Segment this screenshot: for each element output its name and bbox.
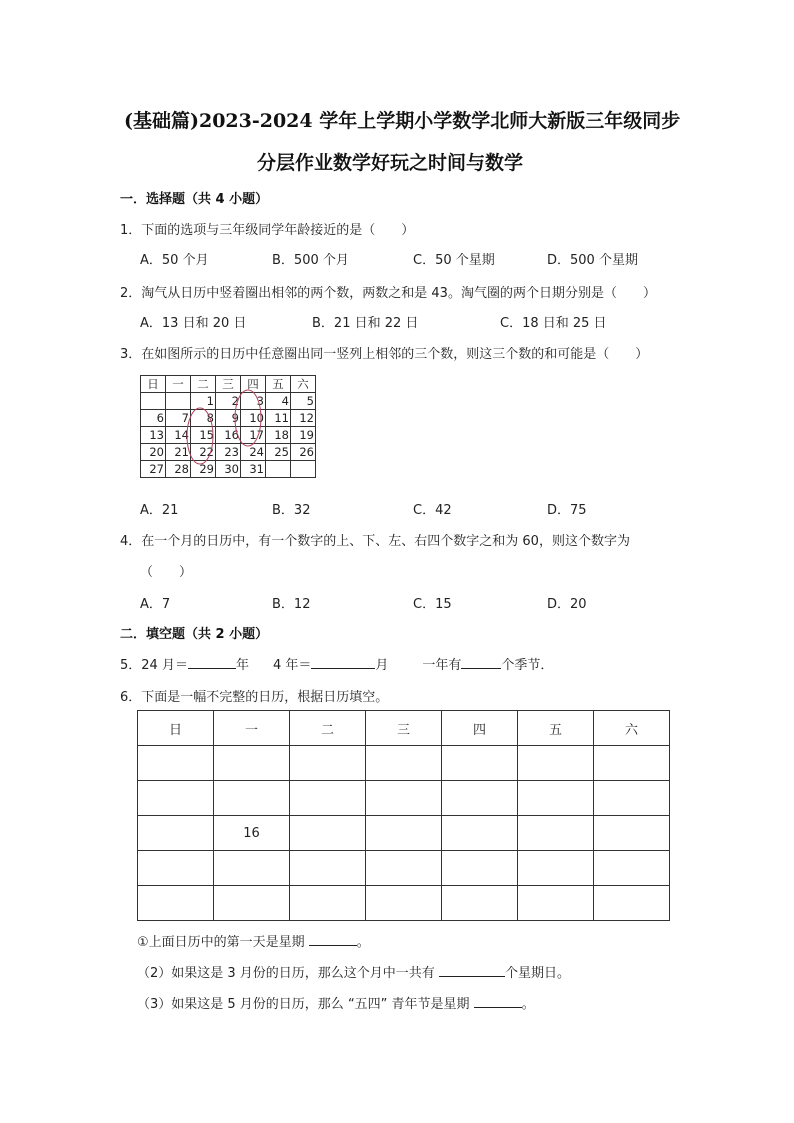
- calendar-cell: 31: [241, 461, 266, 478]
- calendar-cell: 8: [191, 410, 216, 427]
- calendar-cell: [141, 393, 166, 410]
- q6-sub3-text: （3）如果这是 5 月份的日历，那么 “五四” 青年节是星期: [137, 997, 470, 1012]
- calendar-cell: [518, 746, 594, 781]
- calendar-cell: [366, 851, 442, 886]
- q5-text-4: 月: [375, 658, 389, 673]
- question-6-stem: 6．下面是一幅不完整的日历，根据日历填空。: [120, 690, 389, 705]
- section-heading-choice: 一．选择题（共 4 小题）: [120, 192, 269, 207]
- q3-option-c[interactable]: C．42: [413, 503, 452, 518]
- calendar-cell: [138, 746, 214, 781]
- calendar-cell: 24: [241, 444, 266, 461]
- calendar-cell: 18: [266, 427, 291, 444]
- calendar-cell: [366, 816, 442, 851]
- calendar-cell: [442, 781, 518, 816]
- q6-sub3-end: 。: [521, 997, 535, 1012]
- question-4-stem: 4．在一个月的日历中，有一个数字的上、下、左、右四个数字之和为 60，则这个数字为: [120, 534, 630, 549]
- section-heading-fill: 二．填空题（共 2 小题）: [120, 627, 269, 642]
- calendar-cell: [366, 746, 442, 781]
- q6-sub2-blank[interactable]: [439, 962, 505, 977]
- calendar-cell: [291, 461, 316, 478]
- calendar-cell: [594, 781, 670, 816]
- calendar-cell: [290, 886, 366, 921]
- q5-text-6: 个季节．: [501, 658, 554, 673]
- calendar-cell: [594, 886, 670, 921]
- q5-text-5: 一年有: [422, 658, 462, 673]
- calendar-cell: 20: [141, 444, 166, 461]
- calendar-cell: 22: [191, 444, 216, 461]
- calendar-cell: 29: [191, 461, 216, 478]
- calendar-cell: [166, 393, 191, 410]
- q6-sub1-text: ①上面日历中的第一天是星期: [137, 935, 305, 950]
- q6-sub1-blank[interactable]: [309, 931, 357, 946]
- calendar-cell: 1: [191, 393, 216, 410]
- calendar-cell: 4: [266, 393, 291, 410]
- page-title-line1: (基础篇)2023-2024 学年上学期小学数学北师大新版三年级同步: [124, 110, 681, 132]
- question-5: [120, 654, 553, 673]
- calendar-cell: [214, 851, 290, 886]
- calendar-cell: 25: [266, 444, 291, 461]
- calendar-cell: [266, 461, 291, 478]
- q2-option-b[interactable]: B．21 日和 22 日: [312, 316, 419, 331]
- calendar-cell: 7: [166, 410, 191, 427]
- calendar-cell: [138, 816, 214, 851]
- q5-blank-years[interactable]: [188, 654, 236, 669]
- calendar-cell: [290, 851, 366, 886]
- q4-option-b[interactable]: B．12: [272, 597, 311, 612]
- calendar-cell: [442, 886, 518, 921]
- calendar-cell: 14: [166, 427, 191, 444]
- q6-sub1-end: 。: [356, 935, 370, 950]
- q6-sub2-text: （2）如果这是 3 月份的日历，那么这个月中一共有: [137, 966, 435, 981]
- calendar-cell: [518, 886, 594, 921]
- q3-calendar-table: [140, 375, 316, 478]
- calendar-cell: 21: [166, 444, 191, 461]
- calendar-cell: 6: [141, 410, 166, 427]
- calendar-header-cell: 六: [291, 376, 316, 393]
- calendar-cell: 9: [216, 410, 241, 427]
- q2-option-a[interactable]: A．13 日和 20 日: [140, 316, 247, 331]
- question-3-stem: 3．在如图所示的日历中任意圈出同一竖列上相邻的三个数，则这三个数的和可能是（ ）: [120, 347, 649, 362]
- calendar-header-cell: 四: [241, 376, 266, 393]
- q1-option-c[interactable]: C．50 个星期: [413, 253, 495, 268]
- calendar-header-cell: 一: [214, 711, 290, 746]
- calendar-cell: [214, 781, 290, 816]
- q1-option-d[interactable]: D．500 个星期: [547, 253, 638, 268]
- calendar-cell: 10: [241, 410, 266, 427]
- q4-option-c[interactable]: C．15: [413, 597, 452, 612]
- calendar-header-cell: 六: [594, 711, 670, 746]
- q4-option-a[interactable]: A．7: [140, 597, 171, 612]
- calendar-cell: 2: [216, 393, 241, 410]
- calendar-cell: [290, 816, 366, 851]
- calendar-header-cell: 五: [518, 711, 594, 746]
- calendar-header-cell: 三: [366, 711, 442, 746]
- calendar-cell: 17: [241, 427, 266, 444]
- calendar-cell: 23: [216, 444, 241, 461]
- calendar-header-cell: 一: [166, 376, 191, 393]
- q6-sub-question-2: [137, 962, 570, 981]
- question-4-paren: （ ）: [140, 565, 193, 580]
- calendar-cell: [442, 746, 518, 781]
- calendar-cell: [442, 816, 518, 851]
- q3-option-a[interactable]: A．21: [140, 503, 179, 518]
- q5-blank-months[interactable]: [311, 654, 375, 669]
- calendar-cell: 3: [241, 393, 266, 410]
- q6-sub-question-3: [137, 993, 535, 1012]
- calendar-cell: 13: [141, 427, 166, 444]
- calendar-cell: [594, 816, 670, 851]
- page-title-line2: 分层作业数学好玩之时间与数学: [257, 152, 524, 174]
- q3-option-b[interactable]: B．32: [272, 503, 311, 518]
- calendar-header-cell: 三: [216, 376, 241, 393]
- question-1-stem: 1．下面的选项与三年级同学年龄接近的是（ ）: [120, 223, 415, 238]
- calendar-cell: 12: [291, 410, 316, 427]
- calendar-cell: [594, 851, 670, 886]
- calendar-cell: [518, 816, 594, 851]
- calendar-cell: 30: [216, 461, 241, 478]
- calendar-cell: [138, 781, 214, 816]
- q5-text-2: 年: [235, 658, 249, 673]
- calendar-header-cell: 二: [290, 711, 366, 746]
- calendar-cell: [214, 886, 290, 921]
- calendar-header-cell: 日: [138, 711, 214, 746]
- calendar-cell: [214, 746, 290, 781]
- q6-calendar-table: [137, 710, 670, 921]
- calendar-header-cell: 四: [442, 711, 518, 746]
- calendar-cell: [442, 851, 518, 886]
- calendar-header-cell: 日: [141, 376, 166, 393]
- calendar-header-cell: 二: [191, 376, 216, 393]
- q6-sub3-blank[interactable]: [474, 993, 522, 1008]
- calendar-cell: 15: [191, 427, 216, 444]
- calendar-cell: 11: [266, 410, 291, 427]
- calendar-cell: [366, 781, 442, 816]
- question-2-stem: 2．淘气从日历中竖着圈出相邻的两个数，两数之和是 43。淘气圈的两个日期分别是（ ）: [120, 286, 656, 301]
- calendar-header-cell: 五: [266, 376, 291, 393]
- q5-blank-seasons[interactable]: [461, 654, 501, 669]
- q6-sub-question-1: [137, 931, 370, 950]
- calendar-cell: 16: [214, 816, 290, 851]
- calendar-cell: 26: [291, 444, 316, 461]
- calendar-cell: 28: [166, 461, 191, 478]
- calendar-cell: 19: [291, 427, 316, 444]
- calendar-cell: [290, 746, 366, 781]
- calendar-cell: [518, 781, 594, 816]
- calendar-cell: 27: [141, 461, 166, 478]
- q6-sub2-end: 个星期日。: [504, 966, 570, 981]
- q3-option-d[interactable]: D．75: [547, 503, 587, 518]
- calendar-cell: [138, 851, 214, 886]
- q5-text-3: 4 年＝: [272, 658, 312, 673]
- calendar-cell: [594, 746, 670, 781]
- calendar-cell: 16: [216, 427, 241, 444]
- calendar-cell: [290, 781, 366, 816]
- calendar-cell: [366, 886, 442, 921]
- q4-option-d[interactable]: D．20: [547, 597, 587, 612]
- q5-text-1: 5．24 月＝: [120, 658, 188, 673]
- q1-option-a[interactable]: A．50 个月: [140, 253, 209, 268]
- calendar-cell: [518, 851, 594, 886]
- calendar-cell: 5: [291, 393, 316, 410]
- q1-option-b[interactable]: B．500 个月: [272, 253, 349, 268]
- calendar-cell: [138, 886, 214, 921]
- q2-option-c[interactable]: C．18 日和 25 日: [500, 316, 607, 331]
